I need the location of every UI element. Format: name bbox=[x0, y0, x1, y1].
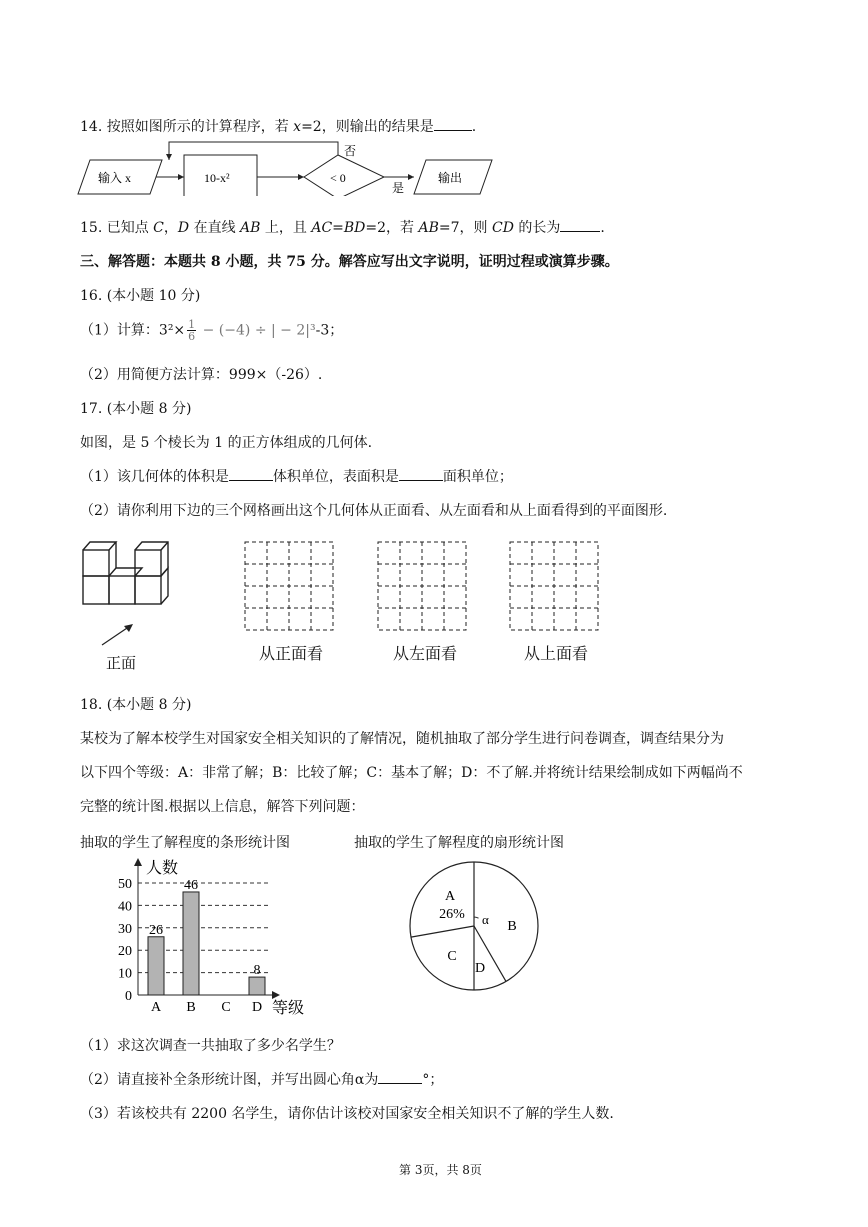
q17-part1: （1）该几何体的体积是 体积单位，表面积是 面积单位； bbox=[80, 469, 513, 485]
grid-label-top: 从上面看 bbox=[524, 644, 589, 663]
pie-slice-percent-A: 26% bbox=[439, 907, 465, 922]
q17-intro: 如图，是 5 个棱长为 1 的正方体组成的几何体. bbox=[80, 435, 373, 451]
bar-chart bbox=[108, 855, 308, 1017]
answer-blank[interactable] bbox=[560, 219, 600, 232]
q18-para3: 完整的统计图.根据以上信息，解答下列问题： bbox=[80, 799, 365, 815]
grid-left[interactable] bbox=[377, 541, 469, 631]
flow-output-text: 输出 bbox=[438, 171, 463, 185]
q17-header: 17. (本小题 8 分) bbox=[80, 401, 192, 417]
x-tick-label: A bbox=[150, 1000, 162, 1015]
front-view-label: 正面 bbox=[106, 654, 137, 672]
cube-solid-figure bbox=[78, 538, 178, 648]
bar-chart-title: 抽取的学生了解程度的条形统计图 bbox=[80, 835, 290, 851]
alpha-label: α bbox=[482, 912, 489, 927]
answer-blank[interactable] bbox=[399, 468, 443, 481]
x-tick-label: D bbox=[251, 1000, 263, 1015]
q16-part1: （1）计算：3²× $\frac{1}{6}$ − (−4) ÷ | − 2|³-3； bbox=[80, 318, 344, 343]
y-tick-label: 10 bbox=[118, 966, 132, 982]
q16-part2: （2）用简便方法计算：999×（-26）. bbox=[80, 367, 323, 383]
x-tick-label: C bbox=[221, 1000, 231, 1015]
pie-slice-label-A: A bbox=[444, 889, 456, 904]
flow-process-text: 10-x² bbox=[204, 171, 230, 185]
q17-part2: （2）请你利用下边的三个网格画出这个几何体从正面看、从左面看和从上面看得到的平面图形. bbox=[80, 503, 668, 519]
pie-chart bbox=[408, 858, 548, 998]
y-tick-label: 40 bbox=[118, 899, 132, 915]
x-axis-arrow bbox=[272, 991, 280, 999]
pie-slice-label-D: D bbox=[474, 961, 486, 976]
q18-q1: （1）求这次调查一共抽取了多少名学生？ bbox=[80, 1038, 341, 1054]
pie-chart-title: 抽取的学生了解程度的扇形统计图 bbox=[354, 835, 564, 851]
page-footer: 第 3页，共 8页 bbox=[399, 1163, 482, 1177]
flow-yes-label: 是 bbox=[392, 181, 405, 195]
pie-slice-label-C: C bbox=[447, 949, 457, 964]
flow-input-text: 输入 x bbox=[98, 171, 132, 185]
q15-question: 15. 已知点 C，D 在直线 AB 上，且 AC=BD=2，若 AB=7，则 CD 的长为 . bbox=[80, 220, 605, 236]
alpha-arc bbox=[474, 917, 479, 918]
y-tick-label: 0 bbox=[125, 989, 132, 1004]
y-axis-label: 人数 bbox=[146, 860, 179, 877]
x-tick-label: B bbox=[186, 1000, 196, 1015]
bar-data-label: 8 bbox=[253, 963, 261, 979]
bar-data-label: 46 bbox=[184, 877, 198, 893]
q18-q3: （3）若该校共有 2200 名学生，请你估计该校对国家安全相关知识不了解的学生人数. bbox=[80, 1106, 614, 1122]
grid-front[interactable] bbox=[244, 541, 336, 631]
answer-blank[interactable] bbox=[378, 1071, 422, 1084]
section-heading: 三、解答题：本题共 8 小题，共 75 分。解答应写出文字说明，证明过程或演算步骤。 bbox=[80, 254, 619, 270]
flow-no-label: 否 bbox=[344, 144, 357, 158]
pie-slice-label-B: B bbox=[507, 919, 517, 934]
grid-top[interactable] bbox=[509, 541, 601, 631]
q16-header: 16. (本小题 10 分) bbox=[80, 288, 201, 304]
q14-question: 14. 按照如图所示的计算程序，若 x=2，则输出的结果是 . bbox=[80, 119, 477, 135]
flow-condition-text: < 0 bbox=[330, 171, 346, 185]
y-tick-label: 30 bbox=[118, 921, 132, 937]
answer-blank[interactable] bbox=[229, 468, 273, 481]
y-tick-label: 50 bbox=[118, 877, 132, 892]
bar-D bbox=[249, 977, 265, 995]
y-axis-arrow bbox=[134, 858, 142, 866]
grid-label-front: 从正面看 bbox=[259, 644, 324, 663]
bar-data-label: 26 bbox=[149, 922, 163, 938]
q18-q2: （2）请直接补全条形统计图，并写出圆心角α为 °； bbox=[80, 1072, 444, 1088]
x-axis-label: 等级 bbox=[272, 1000, 305, 1017]
bar-A bbox=[148, 937, 164, 995]
pie-slice-boundary bbox=[411, 926, 474, 937]
y-tick-label: 20 bbox=[118, 944, 132, 960]
grid-label-left: 从左面看 bbox=[393, 644, 458, 663]
q18-para2: 以下四个等级：A：非常了解；B：比较了解；C：基本了解；D：不了解.并将统计结果绘制成如下两幅尚不 bbox=[80, 765, 743, 781]
q18-header: 18. (本小题 8 分) bbox=[80, 697, 192, 713]
answer-blank[interactable] bbox=[434, 118, 472, 131]
q18-para1: 某校为了解本校学生对国家安全相关知识的了解情况，随机抽取了部分学生进行问卷调查，调查结果分为 bbox=[80, 731, 724, 747]
flowchart bbox=[76, 136, 496, 196]
fraction: $\frac{1}{6}$ bbox=[188, 318, 196, 343]
bar-B bbox=[183, 892, 199, 995]
